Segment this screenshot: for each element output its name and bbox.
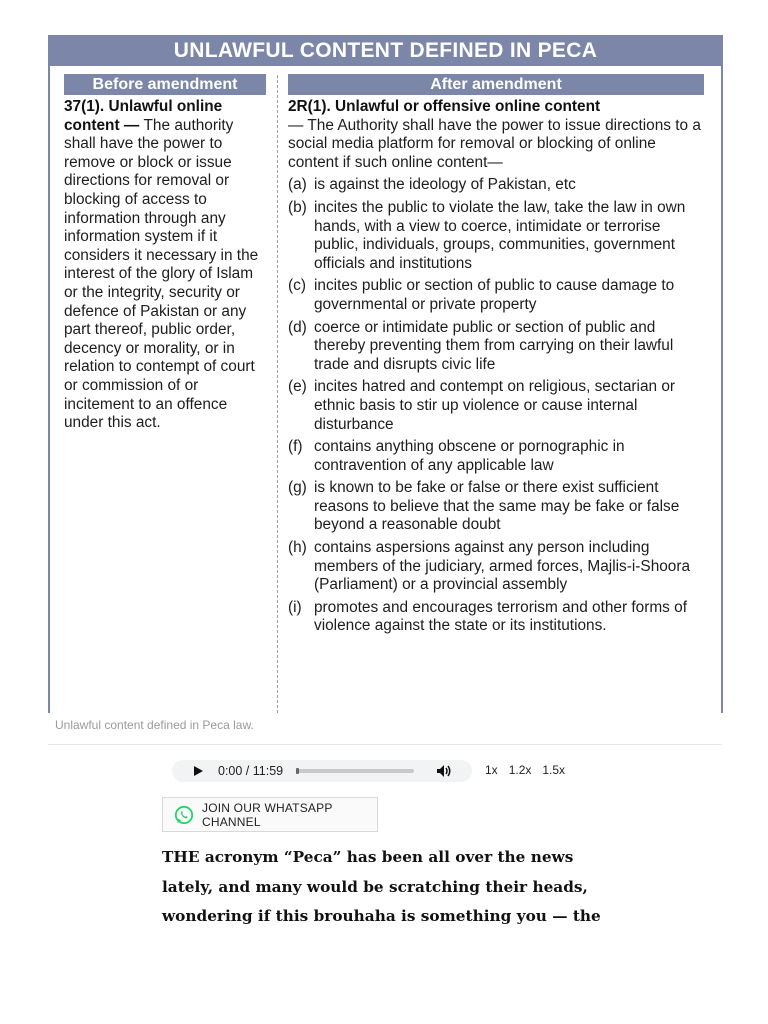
after-amendment-column <box>288 74 704 636</box>
criteria-text: incites hatred and contempt on religious, sectarian or ethnic basis to stir up violence or cause internal disturbance <box>314 378 676 433</box>
before-amendment-column <box>64 74 266 433</box>
infographic-title: UNLAWFUL CONTENT DEFINED IN PECA <box>50 35 721 66</box>
content-criteria-item <box>288 176 704 195</box>
content-criteria-item <box>288 599 704 636</box>
whatsapp-icon <box>174 805 194 825</box>
criteria-letter: (b) <box>288 198 307 216</box>
criteria-text: incites public or section of public to cause damage to governmental or private property <box>314 277 675 313</box>
after-amendment-text <box>288 98 704 636</box>
audio-progress-knob[interactable] <box>296 768 299 774</box>
section-2r-intro: — The Authority shall have the power to issue directions to a social media platform for removal or blocking of online content if such online content— <box>288 116 701 171</box>
content-criteria-item <box>288 539 704 595</box>
before-amendment-text <box>64 98 266 433</box>
image-caption: Unlawful content defined in Peca law. <box>55 718 254 732</box>
section-2r-title: 2R(1). Unlawful or offensive online content <box>288 98 601 115</box>
whatsapp-button-label: JOIN OUR WHATSAPP CHANNEL <box>202 800 333 829</box>
content-criteria-item <box>288 378 704 434</box>
article-line: lately, and many would be scratching their heads, <box>162 877 588 896</box>
criteria-letter: (e) <box>288 378 307 396</box>
playback-speed-options <box>485 763 576 777</box>
criteria-letter: (a) <box>288 176 307 194</box>
before-amendment-heading: Before amendment <box>64 74 266 95</box>
volume-icon[interactable] <box>436 764 452 778</box>
criteria-letter: (g) <box>288 479 307 497</box>
speed-1-5x[interactable]: 1.5x <box>542 763 566 777</box>
article-body <box>162 843 622 932</box>
article-line: THE acronym “Peca” has been all over the news <box>162 848 574 866</box>
content-criteria-item <box>288 277 704 314</box>
criteria-letter: (c) <box>288 277 306 295</box>
audio-player <box>172 760 472 782</box>
column-divider <box>277 75 278 713</box>
criteria-text: is against the ideology of Pakistan, etc <box>314 176 576 194</box>
peca-infographic <box>48 35 723 713</box>
criteria-letter: (i) <box>288 598 302 616</box>
criteria-letter: (d) <box>288 318 307 336</box>
content-criteria-item <box>288 199 704 273</box>
criteria-text: contains anything obscene or pornographic in contravention of any applicable law <box>314 438 625 474</box>
speed-1-2x[interactable]: 1.2x <box>508 763 532 777</box>
criteria-text: promotes and encourages terrorism and other forms of violence against the state or its institutions. <box>314 598 687 635</box>
criteria-text: incites the public to violate the law, take the law in own hands, with a view to coerce, intimidate or terrorise public, individuals, groups, communities, government officials and institutions <box>314 198 686 272</box>
criteria-text: contains aspersions against any person including members of the judiciary, armed forces, Majlis-i-Shoora (Parliament) or a provincial assembly <box>314 539 691 594</box>
speed-1x[interactable]: 1x <box>485 763 498 777</box>
play-icon[interactable] <box>194 766 203 776</box>
criteria-text: is known to be fake or false or there exist sufficient reasons to believe that the same may be fake or false beyond a reasonable doubt <box>314 479 680 534</box>
section-37-title: 37(1). Unlawful online content <box>64 98 223 134</box>
audio-time: 0:00 / 11:59 <box>218 764 284 778</box>
join-whatsapp-channel-button[interactable] <box>162 797 378 832</box>
section-37-body: The authority shall have the power to remove or block or issue directions for removal or blocking of access to information through any information system if it considers it necessary in the interest of the glory of Islam or the integrity, security or defence of Pakistan or any part thereof, public order, decency or morality, or in relation to contempt of court or commission of or incitement to an offence under this act. <box>64 116 259 432</box>
section-dash: — <box>119 116 144 134</box>
after-amendment-heading: After amendment <box>288 74 704 95</box>
content-criteria-list <box>288 176 704 636</box>
content-criteria-item <box>288 438 704 475</box>
audio-progress-bar[interactable] <box>296 769 414 773</box>
separator <box>48 744 722 745</box>
content-criteria-item <box>288 319 704 375</box>
article-line: wondering if this brouhaha is something you — the <box>162 907 601 925</box>
content-criteria-item <box>288 479 704 535</box>
criteria-letter: (f) <box>288 438 303 456</box>
criteria-letter: (h) <box>288 539 307 557</box>
criteria-text: coerce or intimidate public or section of public and thereby preventing them from carrying on their lawful trade and disrupts civic life <box>314 318 674 373</box>
